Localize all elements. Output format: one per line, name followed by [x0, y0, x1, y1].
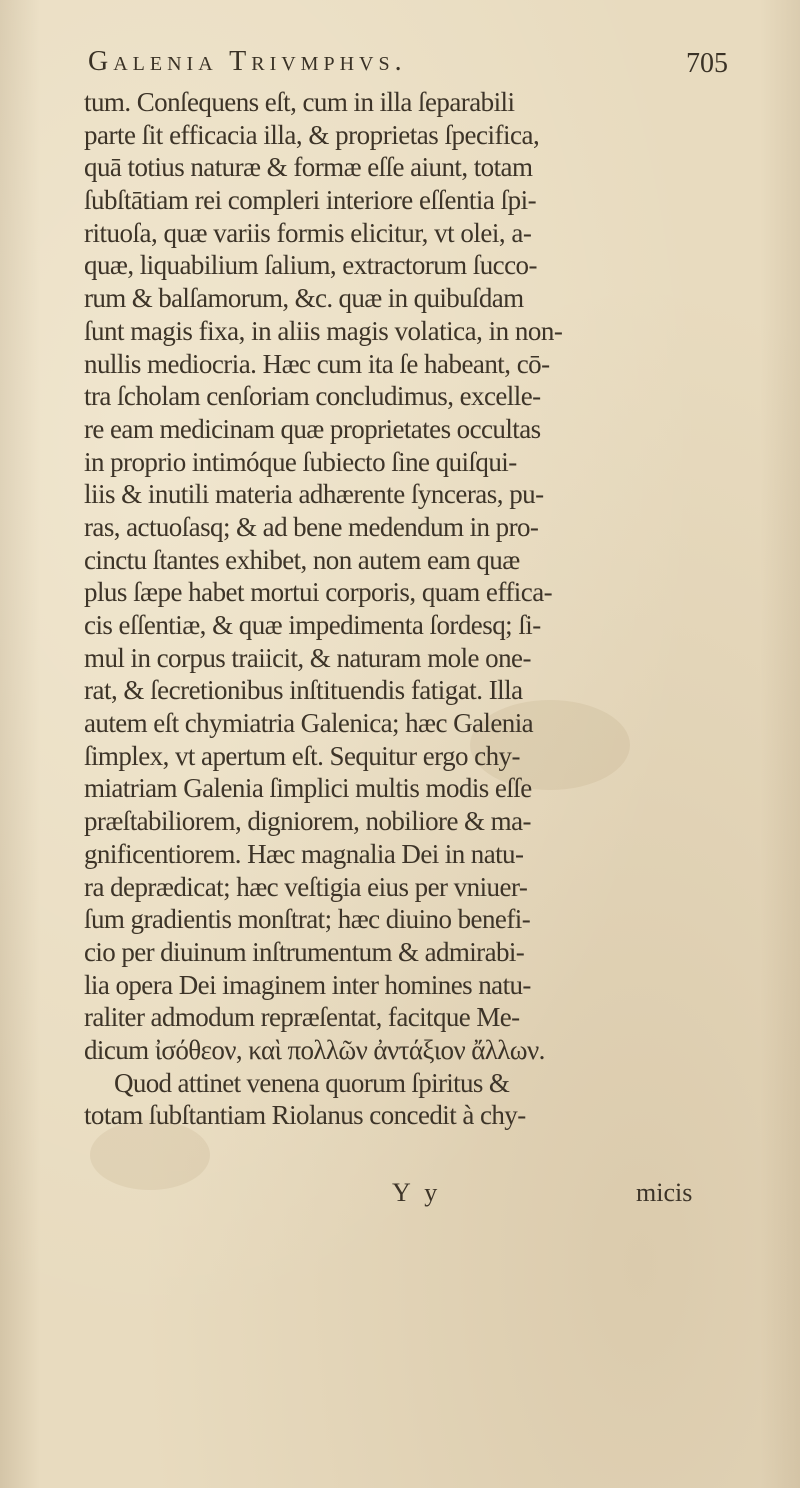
text-line: mul in corpus traiicit, & naturam mole one-	[84, 642, 531, 673]
text-line: præſtabiliorem, digniorem, nobiliore & ma-	[84, 806, 531, 837]
signature-mark: Y y	[392, 1178, 442, 1207]
text-line: plus ſæpe habet mortui corporis, quam effica-	[84, 577, 553, 608]
text-line: quæ, liquabilium ſalium, extractorum ſucco-	[84, 250, 537, 281]
text-line: ras, actuoſasq; & ad bene medendum in pro-	[84, 511, 539, 542]
text-line: dicum ἰσόθεον, καὶ πολλῶν ἀντάξιον ἄλλων.	[84, 1034, 545, 1065]
text-line: quā totius naturæ & formæ eſſe aiunt, totam	[84, 152, 533, 183]
text-line: parte ſit efficacia illa, & proprietas ſpecifica,	[84, 119, 540, 150]
text-line: rituoſa, quæ variis formis elicitur, vt olei, a-	[84, 217, 532, 248]
text-line: autem eſt chymiatria Galenica; hæc Galenia	[84, 708, 534, 739]
text-line: cio per diuinum inſtrumentum & admirabi-	[84, 936, 525, 967]
page-number: 705	[686, 48, 728, 79]
text-line: rat, & ſecretionibus inſtituendis fatigat. Illa	[84, 675, 523, 706]
text-line: ra deprædicat; hæc veſtigia eius per vniuer-	[84, 871, 528, 902]
text-line: cinctu ſtantes exhibet, non autem eam quæ	[84, 544, 520, 575]
text-line: Quod attinet venena quorum ſpiritus &	[114, 1067, 510, 1098]
text-line: ſum gradientis monſtrat; hæc diuino benefi-	[84, 904, 531, 935]
text-line: ſunt magis fixa, in aliis magis volatica, in non-	[84, 315, 563, 346]
text-line: tum. Conſequens eſt, cum in illa ſeparabili	[84, 87, 515, 117]
text-line: cis eſſentiæ, & quæ impedimenta ſordesq; ſi-	[84, 610, 541, 640]
text-line: re eam medicinam quæ proprietates occultas	[84, 413, 541, 444]
text-line: liis & inutili materia adhærente ſynceras, pu-	[84, 479, 544, 510]
text-line: gnificentiorem. Hæc magnalia Dei in natu-	[84, 838, 524, 869]
running-head: Galenia Trivmphvs.	[88, 46, 407, 77]
text-line: lia opera Dei imaginem inter homines natu-	[84, 969, 531, 1000]
text-line: miatriam Galenia ſimplici multis modis eſſe	[84, 773, 532, 804]
text-line: in proprio intimóque ſubiecto ſine quiſqui-	[84, 446, 517, 477]
page-header	[88, 46, 728, 86]
body-text	[84, 86, 744, 1132]
text-line: nullis mediocria. Hæc cum ita ſe habeant, cō-	[84, 348, 550, 379]
text-line: rum & balſamorum, &c. quæ in quibuſdam	[84, 283, 524, 314]
text-line: tra ſcholam cenſoriam concludimus, excelle-	[84, 381, 541, 412]
text-line: totam ſubſtantiam Riolanus concedit à chy-	[84, 1100, 526, 1131]
text-line: ſubſtātiam rei compleri interiore eſſentia ſpi-	[84, 185, 537, 216]
catchword: micis	[636, 1178, 693, 1207]
page-footer	[0, 1178, 800, 1214]
text-line: raliter admodum repræſentat, facitque Me-	[84, 1002, 520, 1033]
text-line: ſimplex, vt apertum eſt. Sequitur ergo chy-	[84, 740, 520, 771]
